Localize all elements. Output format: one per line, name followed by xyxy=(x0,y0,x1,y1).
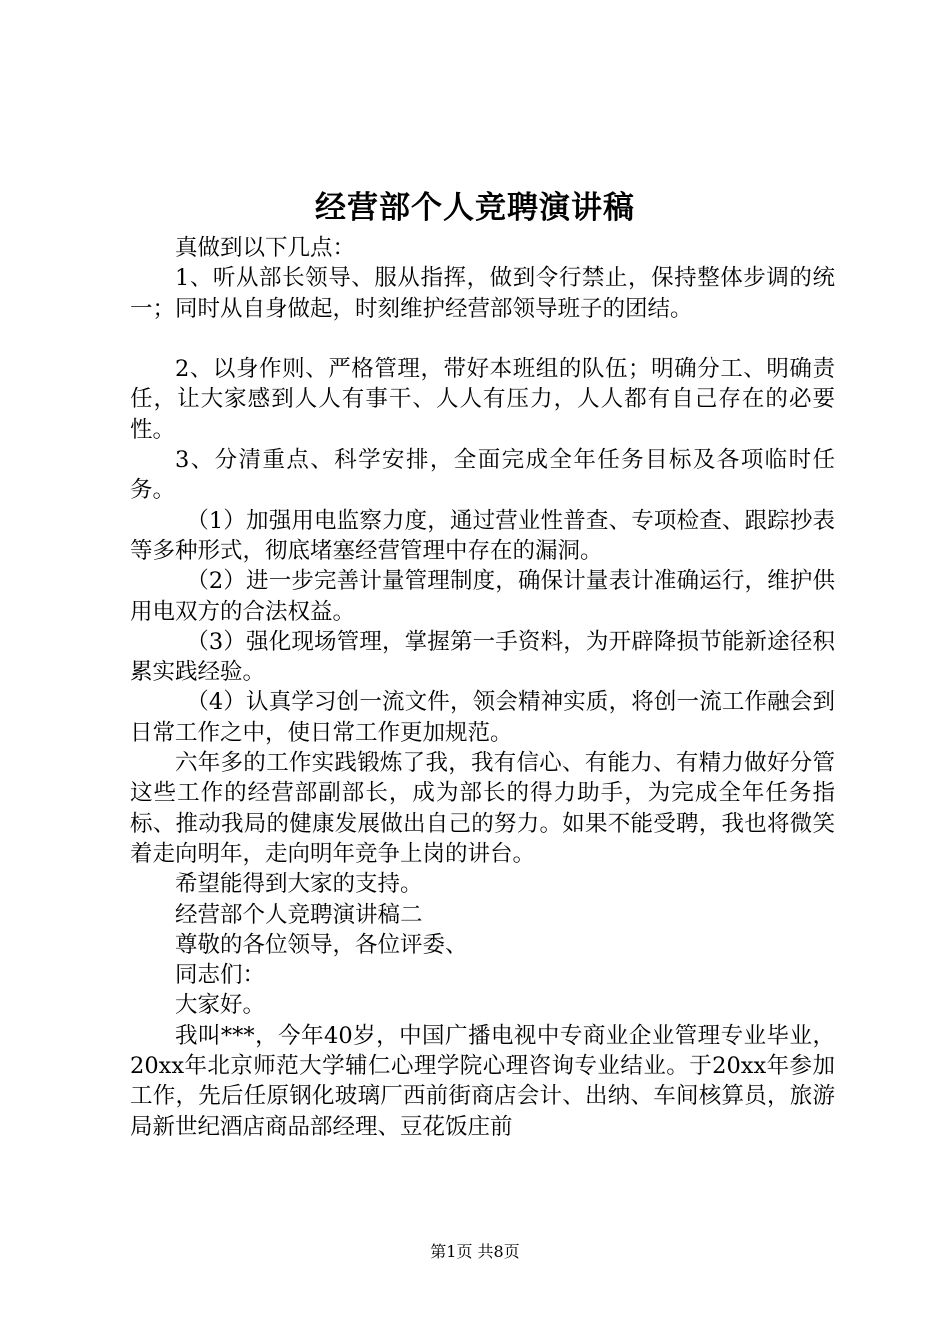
paragraph-closing: 希望能得到大家的支持。 xyxy=(175,871,423,898)
paragraph-intro: 真做到以下几点： xyxy=(175,235,356,261)
paragraph-self-intro: 我叫***，今年40岁，中国广播电视中专商业企业管理专业毕业，20xx年北京师范大学辅仁心理学院心理咨询专业结业。于20xx年参加工作，先后任原钢化玻璃厂西前街商店会计、出纳、车间核算员，旅游局新世纪酒店商品部经理、豆花饭庄前 xyxy=(130,1022,835,1140)
paragraph-second-title: 经营部个人竞聘演讲稿二 xyxy=(175,901,423,928)
page-footer: 第1页 共8页 xyxy=(430,1242,520,1261)
paragraph-item-1: 1、听从部长领导、服从指挥，做到令行禁止，保持整体步调的统一；同时从自身做起，时刻维护经营部领导班子的团结。 xyxy=(130,265,835,322)
paragraph-salutation: 尊敬的各位领导，各位评委、 xyxy=(175,931,468,958)
paragraph-comrades: 同志们： xyxy=(175,962,266,989)
paragraph-greeting: 大家好。 xyxy=(175,992,266,1019)
document-body xyxy=(130,233,835,1142)
paragraph-item-3: 3、分清重点、科学安排，全面完成全年任务目标及各项临时任务。 xyxy=(130,447,835,504)
paragraph-item-2: 2、以身作则、严格管理，带好本班组的队伍；明确分工、明确责任，让大家感到人人有事干、人人有压力，人人都有自己存在的必要性。 xyxy=(130,356,835,443)
paragraph-experience: 六年多的工作实践锻炼了我，我有信心、有能力、有精力做好分管这些工作的经营部副部长，成为部长的得力助手，为完成全年任务指标、推动我局的健康发展做出自己的努力。如果不能受聘，我也将微笑着走向明年，走向明年竞争上岗的讲台。 xyxy=(130,750,835,867)
paragraph-subitem-3: （3）强化现场管理，掌握第一手资料，为开辟降损节能新途径积累实践经验。 xyxy=(130,628,835,686)
paragraph-subitem-4: （4）认真学习创一流文件，领会精神实质，将创一流工作融会到日常工作之中，使日常工作更加规范。 xyxy=(130,689,835,746)
paragraph-subitem-2: （2）进一步完善计量管理制度，确保计量表计准确运行，维护供用电双方的合法权益。 xyxy=(130,568,835,625)
paragraph-spacer xyxy=(130,324,835,354)
paragraph-subitem-1: （1）加强用电监察力度，通过营业性普查、专项检查、跟踪抄表等多种形式，彻底堵塞经营管理中存在的漏洞。 xyxy=(130,507,835,564)
document-title: 经营部个人竞聘演讲稿 xyxy=(315,190,635,226)
